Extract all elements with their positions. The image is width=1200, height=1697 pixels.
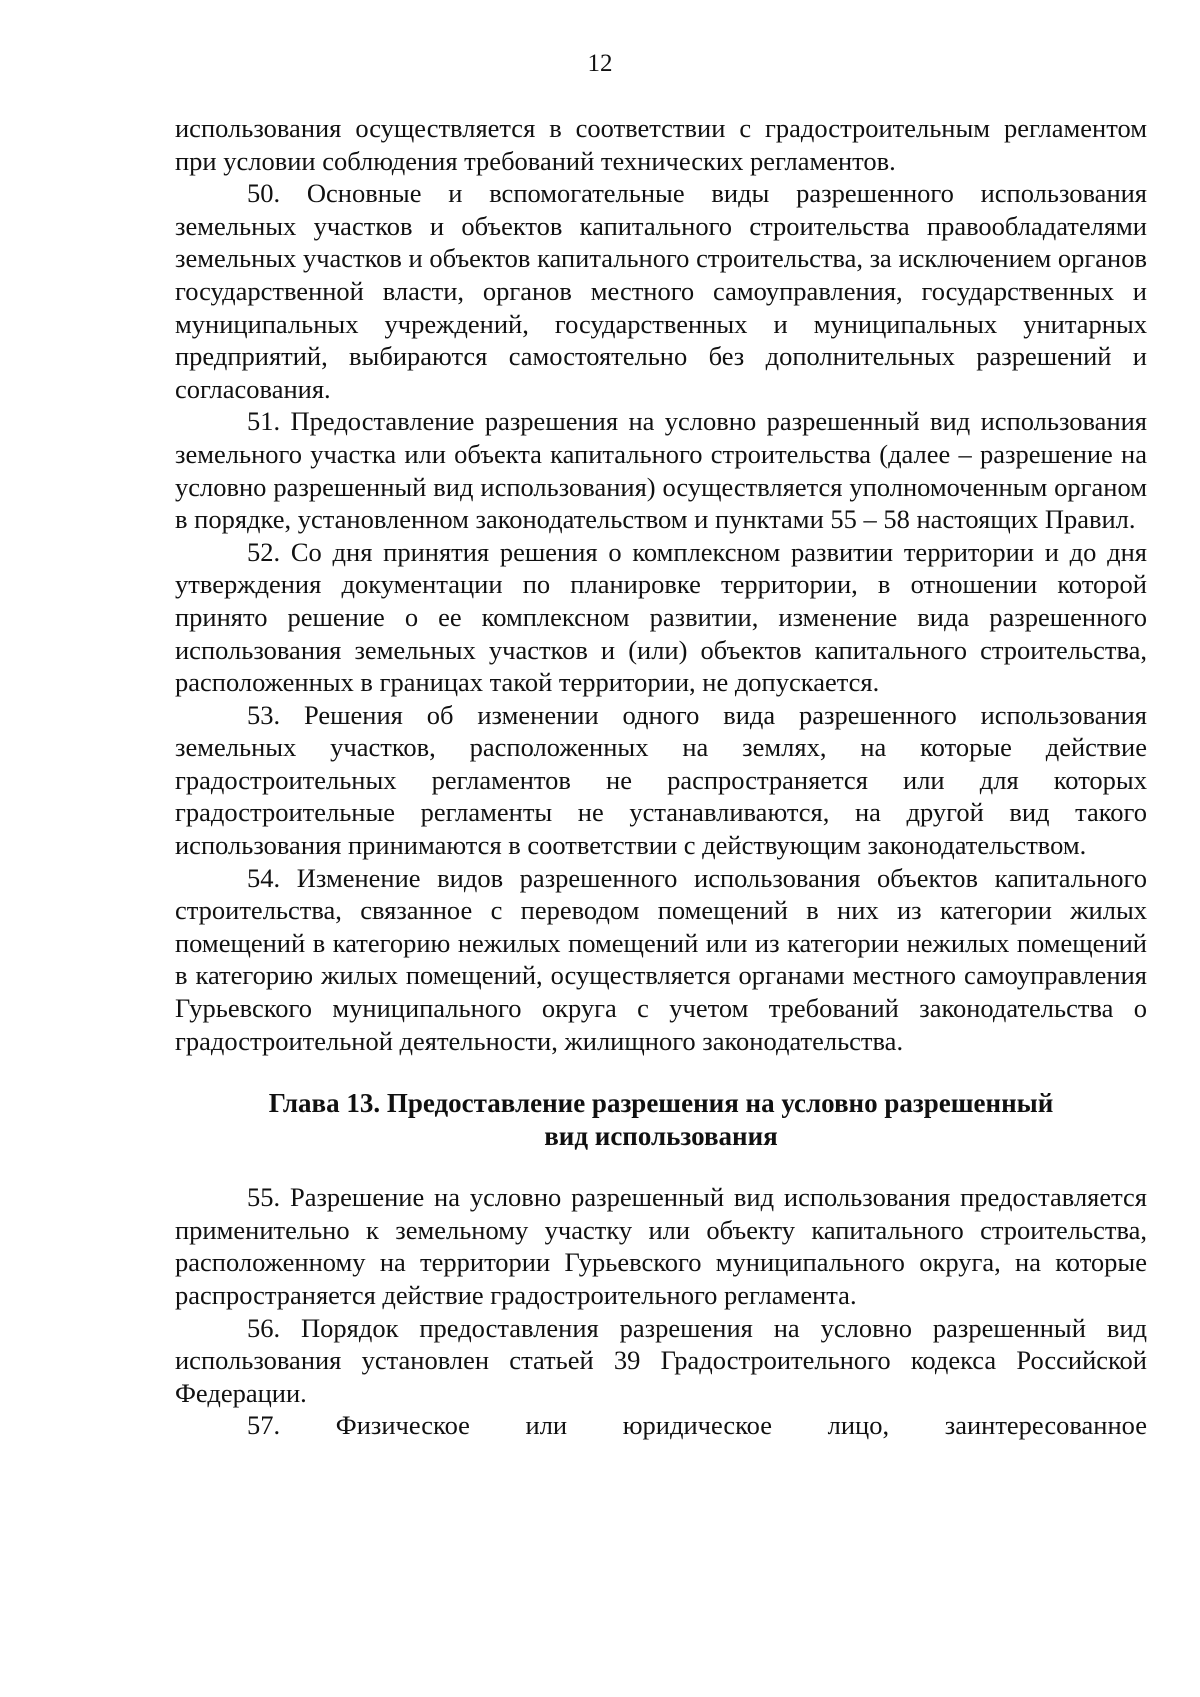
paragraph-56: 56. Порядок предоставления разрешения на условно разрешенный вид использования установлен статьей 39 Градостроительного кодекса Российской Федерации.	[175, 1312, 1147, 1408]
paragraph-51: 51. Предоставление разрешения на условно разрешенный вид использования земельного участка или объекта капитального строительства (далее – разрешение на условно разрешенный вид использования) осуществляется уполномоченным органом в порядке, установленном законодательством и пунктами 55 – 58 настоящих Правил.	[175, 406, 1147, 535]
chapter-heading-line-2: вид использования	[544, 1121, 778, 1152]
document-body	[175, 112, 1147, 1442]
paragraph-52: 52. Со дня принятия решения о комплексном развитии территории и до дня утверждения документации по планировке территории, в отношении которой принято решение о ее комплексном развитии, изменение вида разрешенного использования земельных участков и (или) объектов капитального строительства, расположенных в границах такой территории, не допускается.	[175, 536, 1147, 698]
paragraph-continuation: использования осуществляется в соответствии с градостроительным регламентом при условии соблюдения требований технических регламентов.	[175, 113, 1147, 176]
paragraph-55: 55. Разрешение на условно разрешенный вид использования предоставляется применительно к земельному участку или объекту капитального строительства, расположенному на территории Гурьевского муниципального округа, на которые распространяется действие градостроительного регламента.	[175, 1182, 1147, 1310]
paragraph-57: 57. Физическое или юридическое лицо, заинтересованное	[247, 1410, 1147, 1441]
paragraph-54: 54. Изменение видов разрешенного использования объектов капитального строительства, связанное с переводом помещений в них из категории жилых помещений в категорию нежилых помещений или из категории нежилых помещений в категорию жилых помещений, осуществляется органами местного самоуправления Гурьевского муниципального округа с учетом требований законодательства о градостроительной деятельности, жилищного законодательства.	[175, 862, 1147, 1056]
page-number: 12	[587, 50, 613, 77]
paragraph-53: 53. Решения об изменении одного вида разрешенного использования земельных участков, расположенных на землях, на которые действие градостроительных регламентов не распространяется или для которых градостроительные регламенты не устанавливаются, на другой вид такого использования принимаются в соответствии с действующим законодательством.	[175, 699, 1147, 861]
chapter-heading	[175, 1087, 1147, 1153]
paragraph-50: 50. Основные и вспомогательные виды разрешенного использования земельных участков и объектов капитального строительства правообладателями земельных участков и объектов капитального строительства, за исключением органов государственной власти, органов местного самоуправления, государственных и муниципальных учреждений, государственных и муниципальных унитарных предприятий, выбираются самостоятельно без дополнительных разрешений и согласования.	[175, 178, 1147, 404]
chapter-heading-line-1: Глава 13. Предоставление разрешения на условно разрешенный	[268, 1088, 1054, 1119]
